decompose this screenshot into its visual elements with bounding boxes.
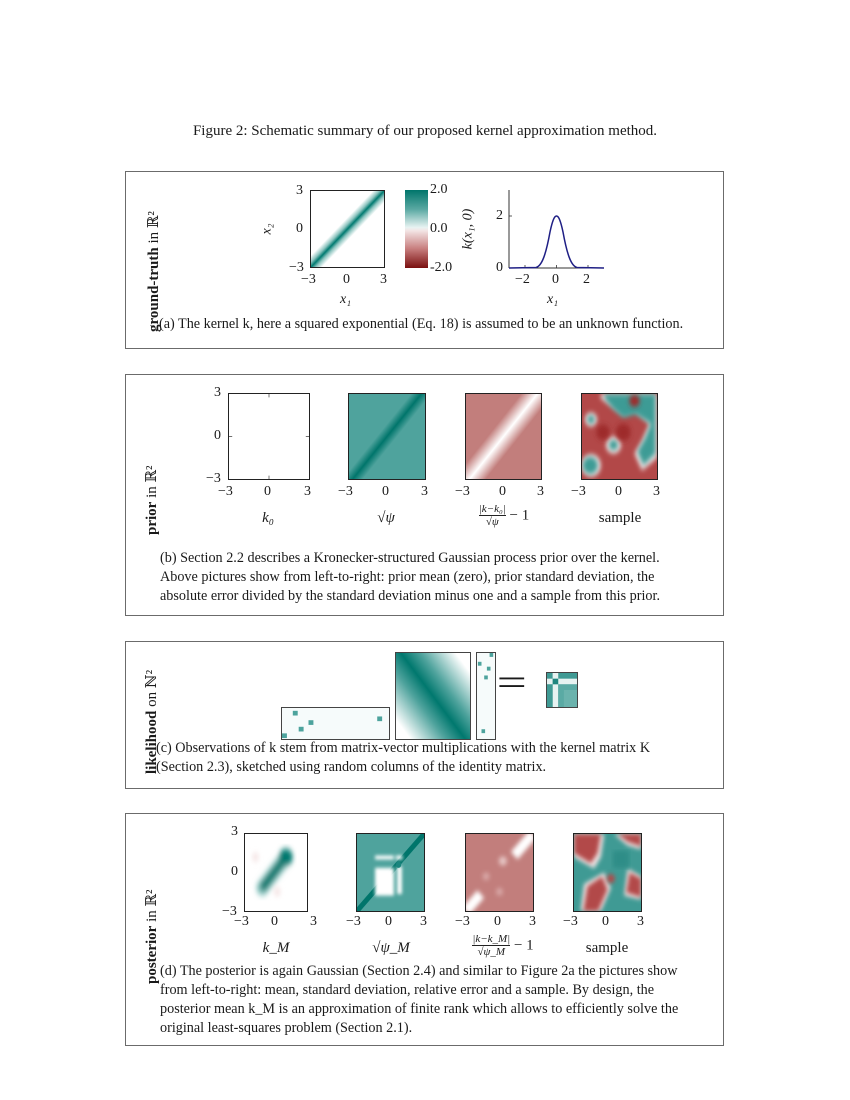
posterior-mean-heatmap	[244, 833, 308, 912]
caption-b: (b) Section 2.2 describes a Kronecker-structured Gaussian process prior over the kernel. Above pictures show from left-to-right: prior mean (zero), prior standard deviation, the absolute error divided by the standard deviation minus one and a sample from this prior.	[160, 550, 660, 604]
prior-error-heatmap	[465, 393, 542, 480]
side-label-ground-truth: ground-truth in ℝ²	[146, 211, 162, 332]
xtick: 0	[382, 484, 389, 499]
xtick: 2	[583, 272, 590, 287]
xtick: 3	[420, 914, 427, 929]
posterior-std-heatmap	[356, 833, 425, 912]
xtick: −3	[346, 914, 361, 929]
xtick: 3	[653, 484, 660, 499]
xtick: −3	[563, 914, 578, 929]
panel-posterior	[125, 813, 724, 1046]
equals-sign: =	[496, 662, 527, 704]
panel-ground-truth	[125, 171, 724, 349]
colorbar-tick: -2.0	[430, 260, 453, 275]
sublabel-sqrt-psi-m: √ψ_M	[372, 940, 410, 956]
sketch-matrix	[476, 652, 496, 740]
xtick: 0	[343, 272, 350, 287]
colorbar-tick: 0.0	[430, 221, 448, 236]
caption-a: (a) The kernel k, here a squared exponential (Eq. 18) is assumed to be an unknown function.	[159, 316, 684, 332]
ytick: 0	[214, 428, 221, 443]
sublabel-k-m: k_M	[262, 940, 290, 956]
xtick: 3	[537, 484, 544, 499]
posterior-sample-heatmap	[573, 833, 642, 912]
panel-prior	[125, 374, 724, 616]
xtick: −3	[338, 484, 353, 499]
kernel-matrix	[395, 652, 471, 740]
xtick: −3	[218, 484, 233, 499]
xtick: −3	[571, 484, 586, 499]
caption-d: (d) The posterior is again Gaussian (Section 2.4) and similar to Figure 2a the pictures show from left-to-right: mean, standard deviation, relative error and a sample. By design, the posterior mean k_M is an approximation of finite rank which allows to efficiently solve the original least-squares problem (Section 2.1).	[160, 963, 679, 1036]
sublabel-sqrt-psi: √ψ	[377, 510, 395, 526]
prior-mean-heatmap	[228, 393, 310, 480]
colorbar-tick: 2.0	[430, 182, 448, 197]
xtick: 3	[637, 914, 644, 929]
sublabel-error: $\frac{\text{|k−k₀|}}{√\psi}$ − 1	[478, 503, 530, 528]
xtick: 0	[499, 484, 506, 499]
colorbar	[405, 190, 428, 268]
xtick: −3	[234, 914, 249, 929]
ytick: 3	[214, 385, 221, 400]
ytick: 0	[496, 260, 503, 275]
xtick: 0	[552, 272, 559, 287]
x-axis-label: x₁	[547, 292, 559, 307]
result-matrix	[546, 672, 578, 708]
xtick: 0	[271, 914, 278, 929]
xtick: 0	[615, 484, 622, 499]
panel-likelihood	[125, 641, 724, 789]
sublabel-sample: sample	[585, 940, 629, 956]
ytick: 0	[231, 864, 238, 879]
ytick: 0	[296, 221, 303, 236]
xtick: 0	[602, 914, 609, 929]
ytick: 3	[296, 183, 303, 198]
y-axis-label: k(x₁, 0)	[460, 208, 476, 250]
posterior-error-heatmap	[465, 833, 534, 912]
side-label-posterior: posterior in ℝ²	[144, 889, 160, 984]
ground-truth-heatmap	[310, 190, 385, 268]
sublabel-relative-error: $\frac{|k-k\_M|}{√\psi\_M}$ − 1	[472, 933, 534, 958]
xtick: 3	[310, 914, 317, 929]
y-axis-label: x₂	[259, 223, 275, 235]
xtick: 3	[529, 914, 536, 929]
sublabel-sample: sample	[598, 510, 642, 526]
caption-c: (c) Observations of k stem from matrix-vector multiplications with the kernel matrix K (Section 2.3), sketched using random columns of the identity matrix.	[156, 740, 651, 775]
x-axis-label: x₁	[340, 292, 352, 307]
line-plot	[508, 190, 604, 270]
xtick: −3	[301, 272, 316, 287]
xtick: −3	[455, 914, 470, 929]
ytick: 2	[496, 208, 503, 223]
xtick: 3	[380, 272, 387, 287]
sublabel-k0: k₀	[262, 510, 274, 526]
xtick: −2	[515, 272, 530, 287]
ytick: −3	[206, 471, 221, 486]
xtick: 3	[421, 484, 428, 499]
xtick: 0	[494, 914, 501, 929]
side-label-prior: prior in ℝ²	[144, 465, 160, 535]
sketch-matrix-transpose	[281, 707, 390, 740]
ytick: −3	[222, 904, 237, 919]
xtick: −3	[455, 484, 470, 499]
side-label-likelihood: likelihood on ℕ²	[144, 669, 160, 774]
prior-sample-heatmap	[581, 393, 658, 480]
xtick: 3	[304, 484, 311, 499]
xtick: 0	[385, 914, 392, 929]
figure-title: Figure 2: Schematic summary of our proposed kernel approximation method.	[192, 123, 658, 139]
xtick: 0	[264, 484, 271, 499]
ytick: 3	[231, 824, 238, 839]
ytick: −3	[289, 260, 304, 275]
prior-std-heatmap	[348, 393, 426, 480]
